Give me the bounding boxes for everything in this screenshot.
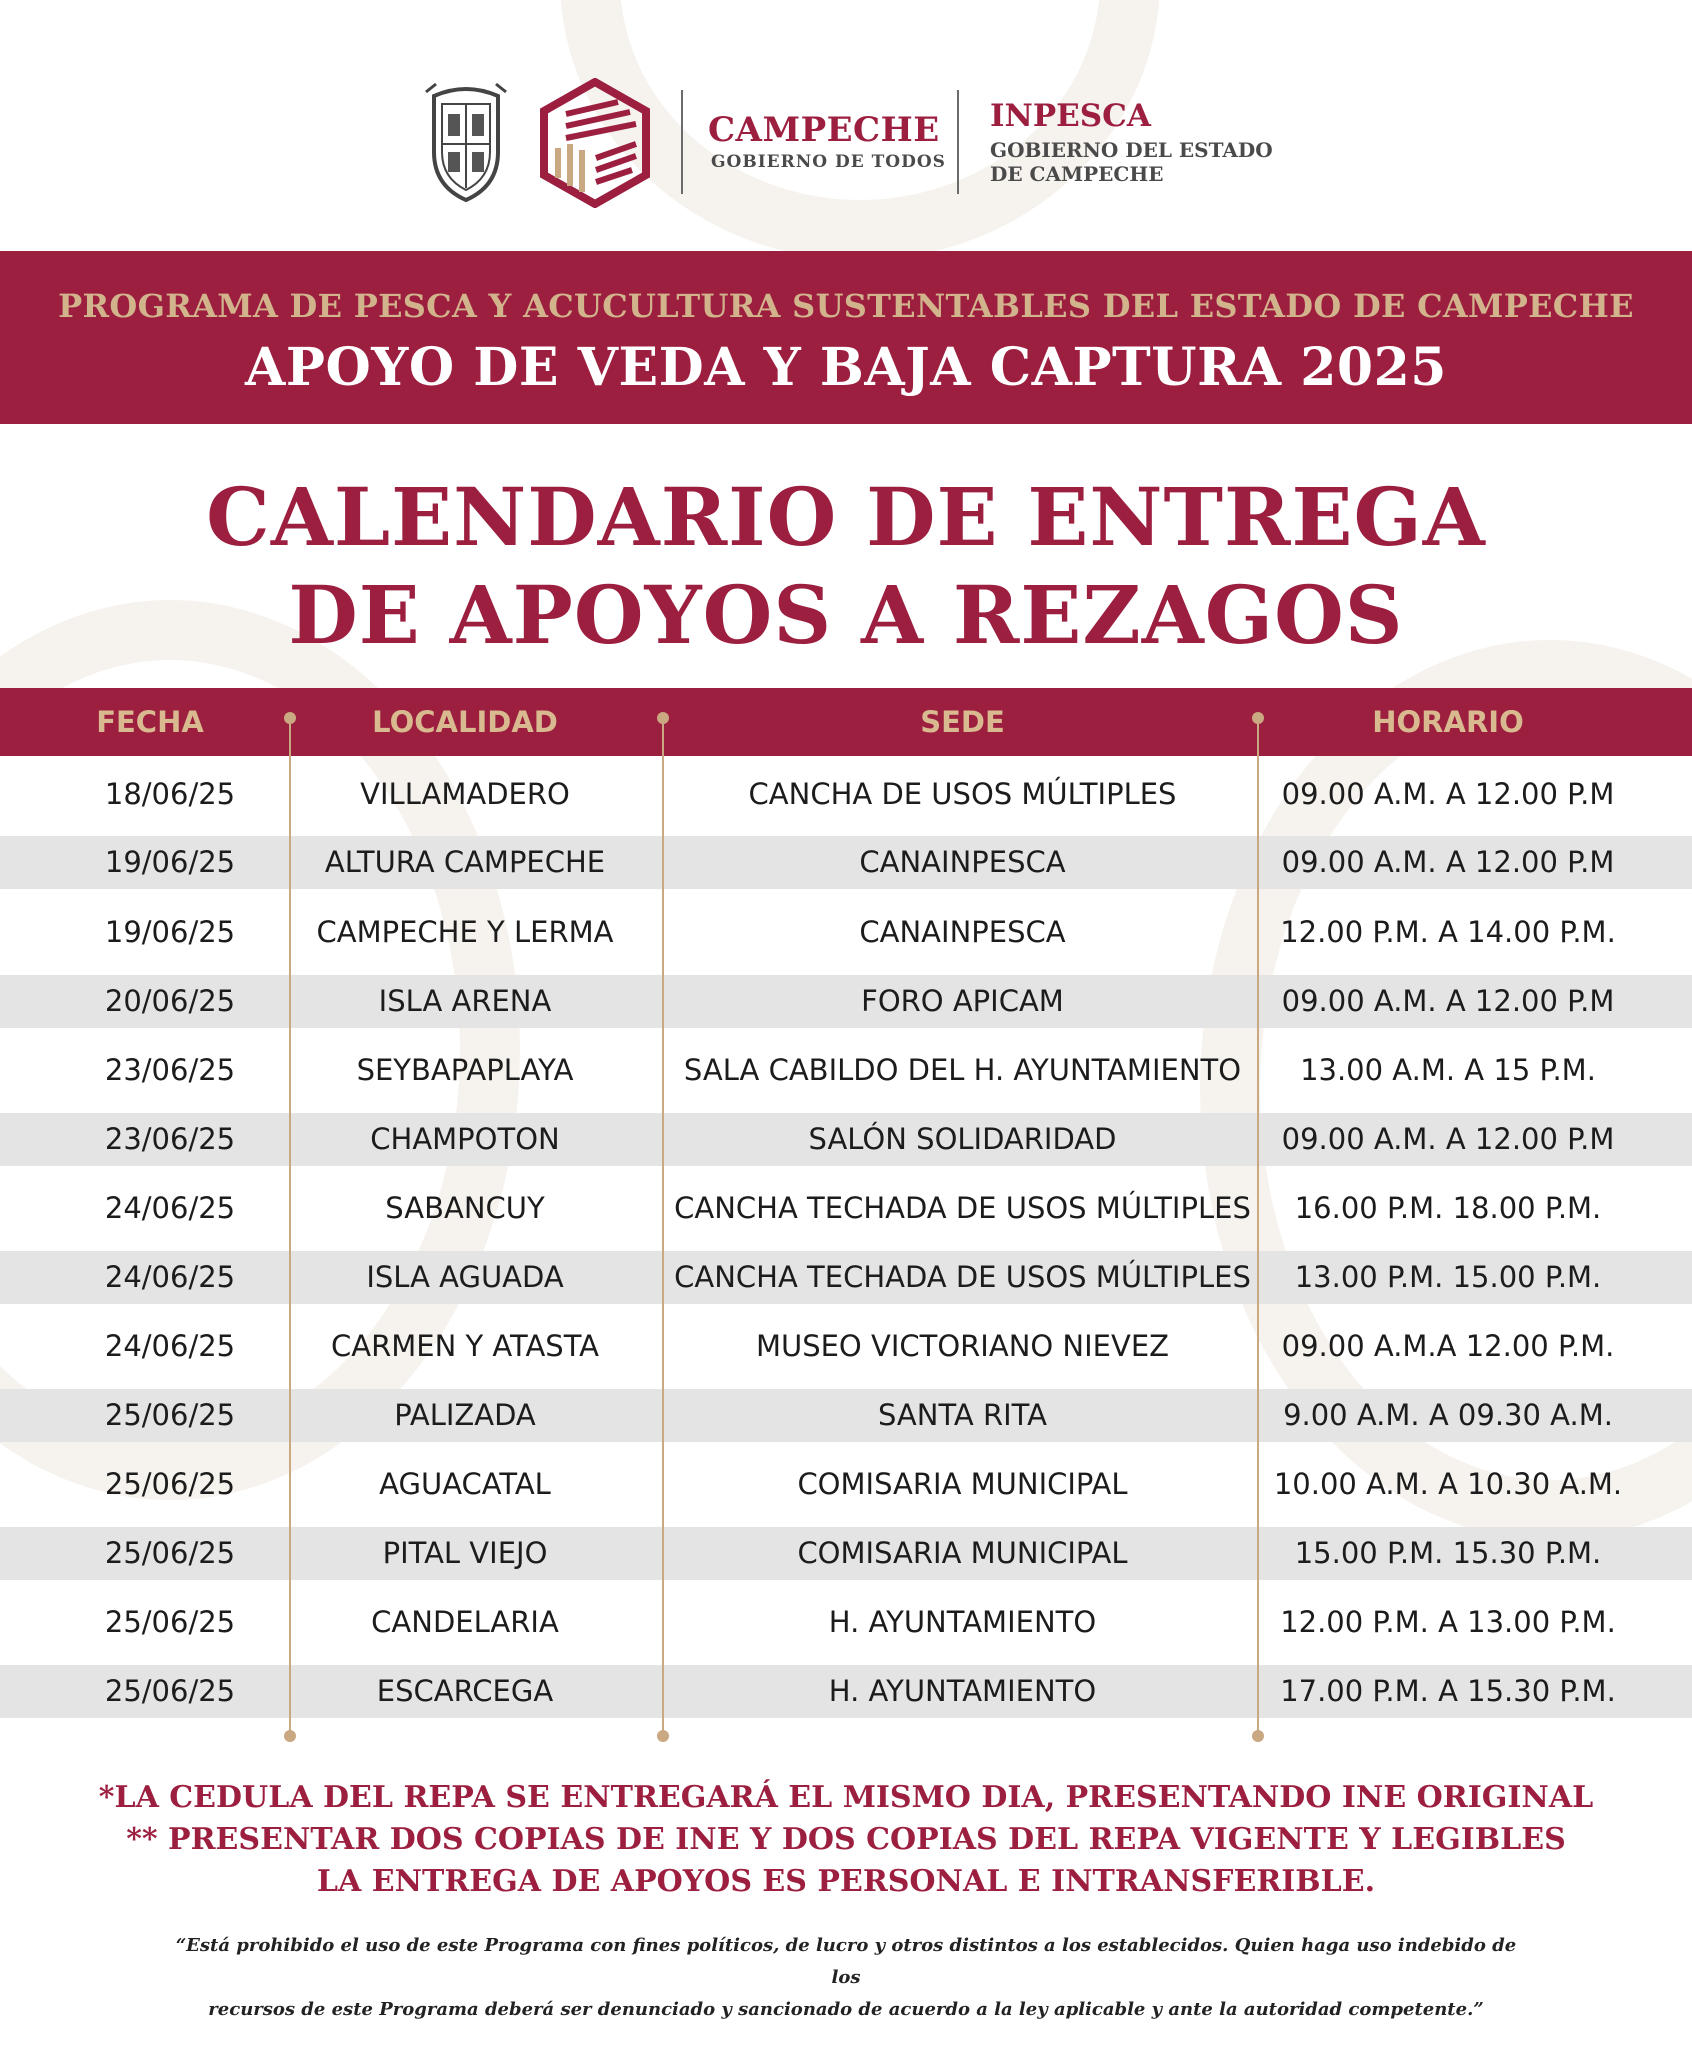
inpesca-subtitle-line1: GOBIERNO DEL ESTADO: [990, 138, 1273, 162]
cell-localidad: AGUACATAL: [379, 1467, 551, 1501]
disclaimer-line1: “Está prohibido el uso de este Programa con fines políticos, de lucro y otros distintos a los establecidos. Quien haga uso indebido de los: [175, 1935, 1517, 1988]
column-dot: [657, 1730, 669, 1742]
cell-localidad: ISLA ARENA: [378, 984, 552, 1018]
cell-sede: CANCHA DE USOS MÚLTIPLES: [748, 777, 1177, 811]
cell-horario: 12.00 P.M. A 14.00 P.M.: [1280, 915, 1616, 949]
note-personal: LA ENTREGA DE APOYOS ES PERSONAL E INTRANSFERIBLE.: [316, 1864, 1376, 1899]
cell-sede: H. AYUNTAMIENTO: [828, 1605, 1097, 1639]
cell-horario: 16.00 P.M. 18.00 P.M.: [1294, 1191, 1602, 1225]
cell-fecha: 23/06/25: [104, 1122, 236, 1156]
cell-fecha: 24/06/25: [104, 1329, 236, 1363]
table-row: [0, 1044, 1692, 1097]
inpesca-title: INPESCA: [990, 98, 1151, 134]
brand-subtitle: GOBIERNO DE TODOS: [711, 152, 946, 172]
cell-horario: 09.00 A.M.A 12.00 P.M.: [1281, 1329, 1615, 1363]
cell-sede: CANCHA TECHADA DE USOS MÚLTIPLES: [674, 1191, 1251, 1225]
cell-horario: 09.00 A.M. A 12.00 P.M: [1281, 777, 1615, 811]
cell-horario: 13.00 P.M. 15.00 P.M.: [1294, 1260, 1602, 1294]
cell-fecha: 25/06/25: [104, 1605, 236, 1639]
legal-disclaimer: [170, 1930, 1522, 2026]
cell-fecha: 18/06/25: [104, 777, 236, 811]
cell-localidad: CARMEN Y ATASTA: [330, 1329, 600, 1363]
cell-horario: 09.00 A.M. A 12.00 P.M: [1281, 1122, 1615, 1156]
cell-sede: SANTA RITA: [877, 1398, 1047, 1432]
calendar-title-line1: CALENDARIO DE ENTREGA: [206, 470, 1486, 564]
table-row: [0, 1251, 1692, 1304]
cell-fecha: 25/06/25: [104, 1398, 236, 1432]
cell-horario: 9.00 A.M. A 09.30 A.M.: [1283, 1398, 1613, 1432]
table-row: [0, 1458, 1692, 1511]
logo-divider: [957, 90, 959, 194]
logo-divider: [681, 90, 683, 194]
cell-localidad: PITAL VIEJO: [382, 1536, 548, 1570]
banner-title: APOYO DE VEDA Y BAJA CAPTURA 2025: [245, 337, 1447, 398]
cell-fecha: 19/06/25: [104, 845, 236, 879]
cell-sede: CANCHA TECHADA DE USOS MÚLTIPLES: [674, 1260, 1251, 1294]
header-sede: SEDE: [920, 705, 1005, 739]
inpesca-subtitle-line2: DE CAMPECHE: [990, 162, 1164, 186]
cell-horario: 12.00 P.M. A 13.00 P.M.: [1280, 1605, 1616, 1639]
cell-sede: MUSEO VICTORIANO NIEVEZ: [755, 1329, 1170, 1363]
cell-localidad: CAMPECHE Y LERMA: [316, 915, 614, 949]
note-repa-cedula: *LA CEDULA DEL REPA SE ENTREGARÁ EL MISMO DIA, PRESENTANDO INE ORIGINAL: [98, 1780, 1594, 1815]
cell-localidad: CHAMPOTON: [370, 1122, 560, 1156]
cell-fecha: 24/06/25: [104, 1260, 236, 1294]
cell-horario: 17.00 P.M. A 15.30 P.M.: [1280, 1674, 1616, 1708]
program-banner: [0, 251, 1692, 424]
column-dot: [284, 1730, 296, 1742]
table-row: [0, 768, 1692, 821]
coat-of-arms-icon: [424, 82, 508, 204]
table-row: [0, 1665, 1692, 1718]
campeche-hexagon-logo-icon: [536, 78, 654, 208]
table-row: [0, 975, 1692, 1028]
cell-fecha: 19/06/25: [104, 915, 236, 949]
header-localidad: LOCALIDAD: [372, 705, 558, 739]
table-header: [0, 688, 1692, 756]
table-row: [0, 906, 1692, 959]
cell-fecha: 25/06/25: [104, 1674, 236, 1708]
cell-sede: H. AYUNTAMIENTO: [828, 1674, 1097, 1708]
cell-localidad: PALIZADA: [394, 1398, 536, 1432]
column-separator: [1257, 718, 1259, 1736]
note-copias: ** PRESENTAR DOS COPIAS DE INE Y DOS COPIAS DEL REPA VIGENTE Y LEGIBLES: [126, 1822, 1566, 1857]
cell-localidad: VILLAMADERO: [360, 777, 570, 811]
brand-title: CAMPECHE: [708, 110, 940, 150]
column-dot: [1252, 1730, 1264, 1742]
cell-sede: COMISARIA MUNICIPAL: [797, 1467, 1128, 1501]
inpesca-subtitle: [990, 138, 1273, 186]
cell-sede: SALÓN SOLIDARIDAD: [808, 1122, 1117, 1156]
cell-horario: 13.00 A.M. A 15 P.M.: [1300, 1053, 1596, 1087]
logo-bar: [0, 78, 1692, 208]
header-horario: HORARIO: [1372, 705, 1524, 739]
table-row: [0, 1182, 1692, 1235]
header-fecha: FECHA: [96, 705, 204, 739]
cell-localidad: ALTURA CAMPECHE: [324, 845, 606, 879]
cell-fecha: 23/06/25: [104, 1053, 236, 1087]
cell-sede: FORO APICAM: [861, 984, 1064, 1018]
table-row: [0, 1389, 1692, 1442]
cell-localidad: SEYBAPAPLAYA: [356, 1053, 574, 1087]
table-row: [0, 1596, 1692, 1649]
cell-horario: 10.00 A.M. A 10.30 A.M.: [1273, 1467, 1623, 1501]
cell-sede: SALA CABILDO DEL H. AYUNTAMIENTO: [683, 1053, 1242, 1087]
column-separator: [289, 718, 291, 1736]
cell-horario: 09.00 A.M. A 12.00 P.M: [1281, 845, 1615, 879]
cell-sede: COMISARIA MUNICIPAL: [797, 1536, 1128, 1570]
calendar-title-line2: DE APOYOS A REZAGOS: [288, 568, 1404, 662]
cell-fecha: 25/06/25: [104, 1536, 236, 1570]
table-row: [0, 1527, 1692, 1580]
cell-horario: 09.00 A.M. A 12.00 P.M: [1281, 984, 1615, 1018]
column-separator: [662, 718, 664, 1736]
cell-fecha: 24/06/25: [104, 1191, 236, 1225]
table-row: [0, 836, 1692, 889]
cell-sede: CANAINPESCA: [859, 915, 1066, 949]
cell-localidad: ESCARCEGA: [376, 1674, 554, 1708]
cell-localidad: SABANCUY: [385, 1191, 545, 1225]
program-name: PROGRAMA DE PESCA Y ACUCULTURA SUSTENTABLES DEL ESTADO DE CAMPECHE: [58, 287, 1634, 325]
table-row: [0, 1320, 1692, 1373]
disclaimer-line2: recursos de este Programa deberá ser denunciado y sancionado de acuerdo a la ley aplicable y ante la autoridad competente.”: [208, 1999, 1484, 2020]
table-row: [0, 1113, 1692, 1166]
cell-localidad: CANDELARIA: [371, 1605, 559, 1639]
cell-localidad: ISLA AGUADA: [366, 1260, 564, 1294]
cell-fecha: 20/06/25: [104, 984, 236, 1018]
cell-horario: 15.00 P.M. 15.30 P.M.: [1294, 1536, 1602, 1570]
cell-sede: CANAINPESCA: [859, 845, 1066, 879]
cell-fecha: 25/06/25: [104, 1467, 236, 1501]
